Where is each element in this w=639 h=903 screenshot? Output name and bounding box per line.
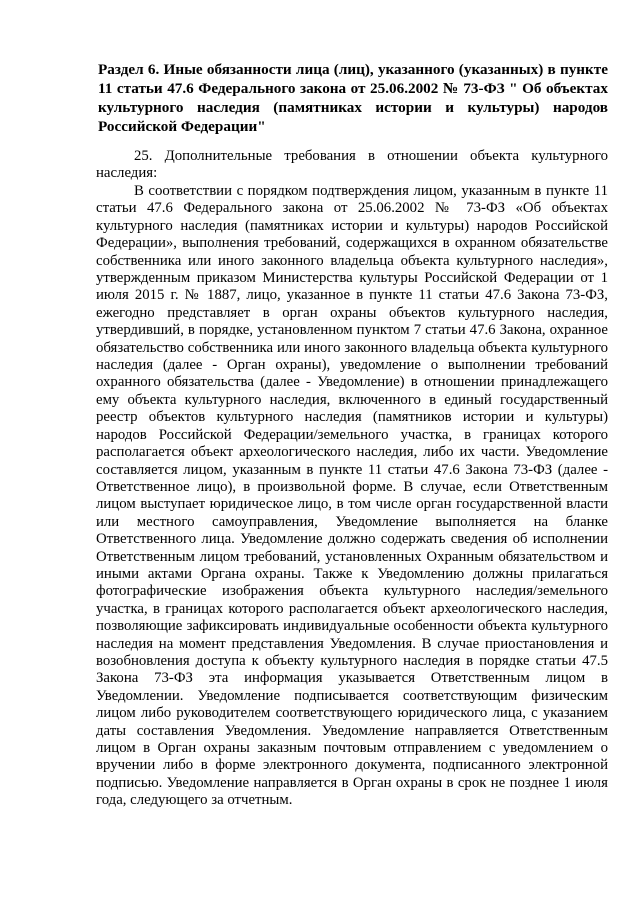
section-heading: Раздел 6. Иные обязанности лица (лиц), указанного (указанных) в пункте 11 статьи 47.6 Федерального закона от 25.06.2002 № 73-ФЗ " Об объектах культурного наследия (памятниках истории и культуры) народов Российской Федерации" [98,61,608,135]
body-paragraph: В соответствии с порядком подтверждения лицом, указанным в пункте 11 статьи 47.6 Федерального закона от 25.06.2002 № 73-ФЗ «Об объектах культурного наследия (памятниках истории и культуры) народов Российской Федерации», выполнения требований, содержащихся в охранном обязательстве собственника или иного законного владельца объекта культурного наследия», утвержденным приказом Министерства культуры Российской Федерации от 1 июля 2015 г. № 1887, лицо, указанное в пункте 11 статьи 47.6 Закона 73-ФЗ, ежегодно представляет в орган охраны объектов культурного наследия, утвердивший, в порядке, установленном пунктом 7 статьи 47.6 Закона, охранное обязательство собственника или иного законного владельца объекта культурного наследия (далее - Орган охраны), уведомление о выполнении требований охранного обязательства (далее - Уведомление) в отношении принадлежащего ему объекта культурного наследия, включенного в единый государственный реестр объектов культурного наследия (памятников истории и культуры) народов Российской Федерации/земельного участка, в границах которого располагается объект археологического наследия, либо их части. Уведомление составляется лицом, указанным в пункте 11 статьи 47.6 Закона 73-ФЗ (далее - Ответственное лицо), в произвольной форме. В случае, если Ответственным лицом выступает юридическое лицо, в том числе орган государственной власти или местного самоуправления, Уведомление выполняется на бланке Ответственного лица. Уведомление должно содержать сведения об исполнении Ответственным лицом требований, установленных Охранным обязательством и иными актами Органа охраны. Также к Уведомлению должны прилагаться фотографические изображения объекта культурного наследия/земельного участка, в границах которого располагается объект археологического наследия, позволяющие зафиксировать индивидуальные особенности объекта культурного наследия на момент представления Уведомления. В случае приостановления и возобновления доступа к объекту культурного наследия в порядке статьи 47.5 Закона 73-ФЗ эта информация указывается Ответственным лицом в Уведомлении. Уведомление подписывается соответствующим физическим лицом либо руководителем соответствующего юридического лица, с указанием даты составления Уведомления. Уведомление направляется Ответственным лицом в Орган охраны заказным почтовым отправлением с уведомлением о вручении либо в форме электронного документа, подписанного электронной подписью. Уведомление направляется в Орган охраны в срок не позднее 1 июля года, следующего за отчетным. [96,183,608,809]
item-title: 25. Дополнительные требования в отношении объекта культурного наследия: [96,148,608,182]
